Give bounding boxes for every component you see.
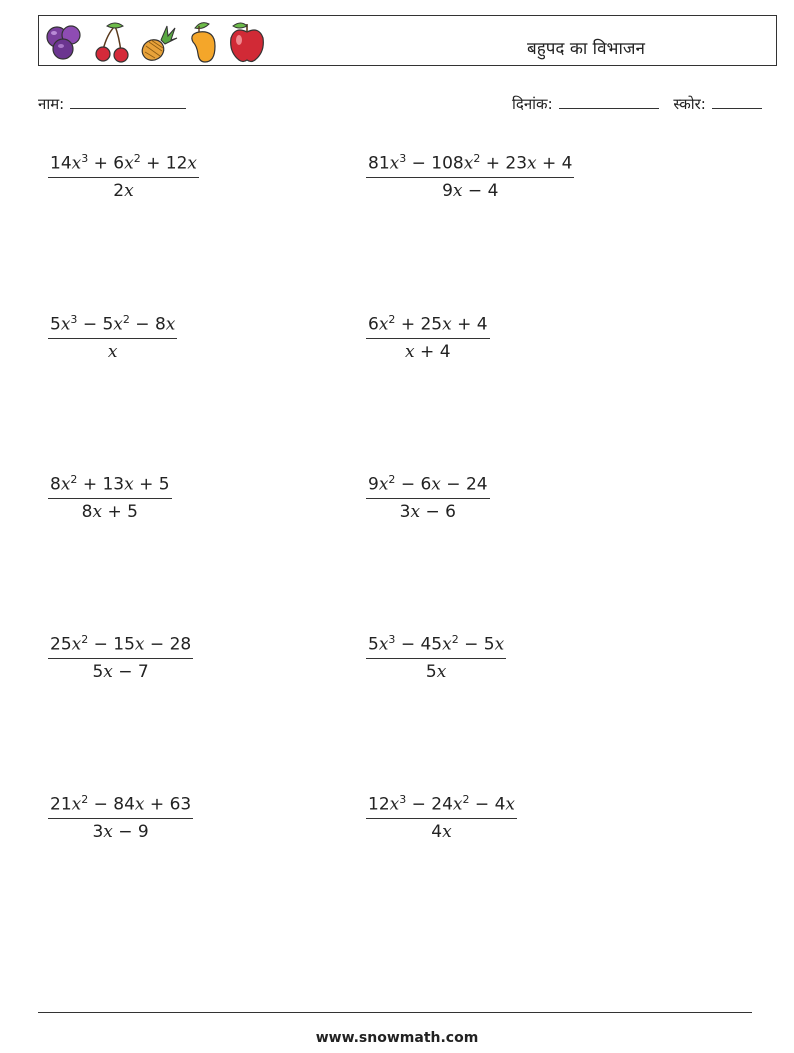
name-label: नाम: [38,95,65,113]
fraction [366,148,574,202]
apple-icon [225,20,269,64]
denominator: 5x − 7 [92,661,149,682]
fraction [366,629,506,683]
page-title: बहुपद का विभाजन [527,39,645,59]
numerator: $21x^2 - 84x + 63$ [48,789,193,819]
problem-8 [366,629,506,683]
numerator: $9x^2 - 6x - 24$ [366,469,490,499]
name-blank[interactable] [70,94,186,109]
problem-3 [48,309,177,363]
cherry-icon [91,20,133,64]
numerator: $6x^2 + 25x + 4$ [366,309,490,339]
denominator: 2x [113,180,134,201]
name-field [38,94,186,114]
numerator: $5x^3 - 5x^2 - 8x$ [48,309,177,339]
problem-5 [48,469,172,523]
plum-icon [43,20,87,64]
denominator: x [107,341,118,362]
denominator: 3x − 9 [92,821,149,842]
fraction [366,469,490,523]
footer-divider [38,1012,752,1013]
fraction [48,629,193,683]
header-box [38,15,777,66]
problem-1 [48,148,199,202]
problem-9 [48,789,193,843]
numerator: $5x^3 - 45x^2 - 5x$ [366,629,506,659]
denominator: 3x − 6 [399,501,456,522]
denominator: 9x − 4 [442,180,499,201]
denominator: 5x [425,661,447,682]
denominator: 4x [431,821,452,842]
problem-10 [366,789,517,843]
numerator: $12x^3 - 24x^2 - 4x$ [366,789,517,819]
denominator: 8x + 5 [81,501,138,522]
fraction [48,789,193,843]
problem-2 [366,148,574,202]
score-label: स्कोर: [673,95,706,113]
score-blank[interactable] [712,94,762,109]
numerator: $81x^3 - 108x^2 + 23x + 4$ [366,148,574,178]
date-label: दिनांक: [512,95,553,113]
pineapple-icon [137,20,179,64]
mango-icon [185,20,221,64]
fraction [366,789,517,843]
date-score-field [512,94,762,114]
fraction [48,309,177,363]
footer-website[interactable]: www.snowmath.com [315,1030,479,1046]
numerator: $8x^2 + 13x + 5$ [48,469,172,499]
problem-4 [366,309,490,363]
denominator: x + 4 [405,341,451,362]
fraction [366,309,490,363]
numerator: $25x^2 - 15x - 28$ [48,629,193,659]
fraction [48,148,199,202]
fraction [48,469,172,523]
date-blank[interactable] [559,94,659,109]
numerator: $14x^3 + 6x^2 + 12x$ [48,148,199,178]
problem-7 [48,629,193,683]
problem-6 [366,469,490,523]
